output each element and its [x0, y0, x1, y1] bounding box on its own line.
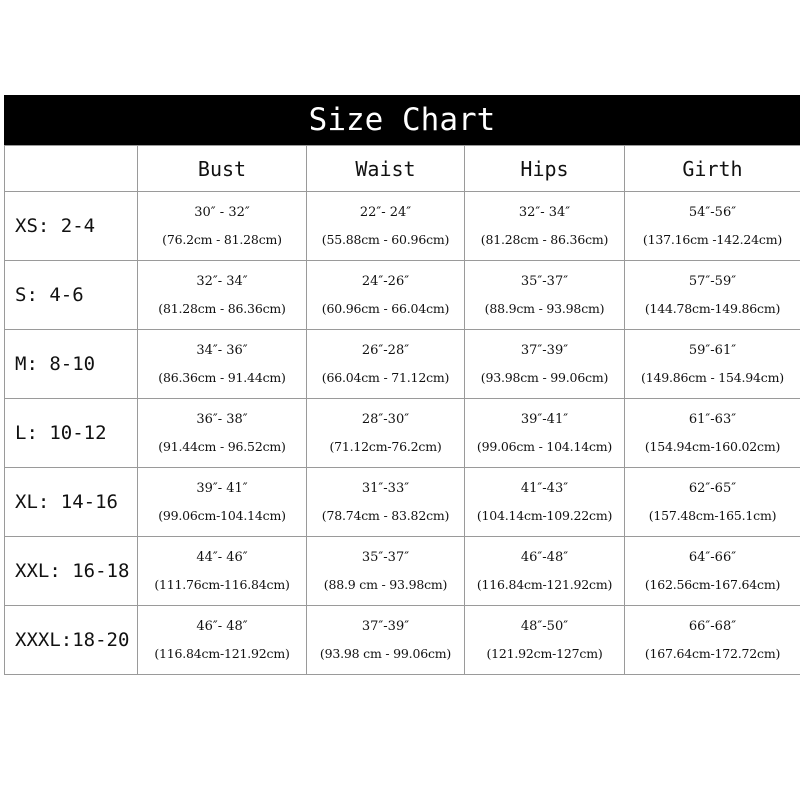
cm-value: (91.44cm - 96.52cm) [158, 439, 286, 454]
inch-value: 28″-30″ [361, 412, 410, 427]
measurement-cell-girth [625, 468, 800, 537]
cm-value: (121.92cm-127cm) [486, 646, 603, 661]
corner-cell [5, 146, 138, 192]
cm-value: (137.16cm -142.24cm) [642, 232, 783, 247]
inch-value: 39″-41″ [520, 412, 569, 427]
measurement-cell-girth [625, 399, 800, 468]
measurement-cell-hips [465, 468, 625, 537]
measurement-cell-girth [625, 606, 800, 675]
inch-value: 39″- 41″ [196, 481, 248, 496]
size-table [4, 145, 800, 675]
table-row [5, 537, 800, 606]
cm-value: (55.88cm - 60.96cm) [321, 232, 450, 247]
measurement-cell-bust [138, 537, 307, 606]
measurement-cell-bust [138, 606, 307, 675]
size-label: XXXL:18-20 [5, 606, 138, 675]
cm-value: (76.2cm - 81.28cm) [162, 232, 282, 247]
cm-value: (88.9 cm - 93.98cm) [323, 577, 448, 592]
inch-value: 46″-48″ [520, 550, 569, 565]
cm-value: (116.84cm-121.92cm) [154, 646, 290, 661]
measurement-cell-waist [307, 330, 465, 399]
measurement-cell-hips [465, 261, 625, 330]
cm-value: (71.12cm-76.2cm) [329, 439, 442, 454]
measurement-cell-girth [625, 330, 800, 399]
table-row [5, 261, 800, 330]
size-label: XL: 14-16 [5, 468, 138, 537]
inch-value: 35″-37″ [520, 274, 569, 289]
size-label: L: 10-12 [5, 399, 138, 468]
column-header-hips: Hips [465, 146, 625, 192]
measurement-cell-waist [307, 468, 465, 537]
inch-value: 36″- 38″ [196, 412, 248, 427]
cm-value: (144.78cm-149.86cm) [644, 301, 781, 316]
inch-value: 37″-39″ [361, 619, 410, 634]
cm-value: (104.14cm-109.22cm) [476, 508, 613, 523]
inch-value: 32″- 34″ [518, 205, 571, 220]
inch-value: 30″ - 32″ [194, 205, 250, 220]
measurement-cell-girth [625, 261, 800, 330]
measurement-cell-bust [138, 192, 307, 261]
cm-value: (99.06cm - 104.14cm) [476, 439, 613, 454]
measurement-cell-hips [465, 537, 625, 606]
inch-value: 24″-26″ [361, 274, 410, 289]
inch-value: 44″- 46″ [196, 550, 248, 565]
column-header-girth: Girth [625, 146, 800, 192]
column-header-waist: Waist [307, 146, 465, 192]
cm-value: (162.56cm-167.64cm) [644, 577, 781, 592]
measurement-cell-bust [138, 261, 307, 330]
size-chart [4, 95, 800, 675]
inch-value: 26″-28″ [361, 343, 410, 358]
cm-value: (154.94cm-160.02cm) [644, 439, 781, 454]
cm-value: (93.98 cm - 99.06cm) [319, 646, 452, 661]
table-row [5, 606, 800, 675]
size-label: XS: 2-4 [5, 192, 138, 261]
table-row [5, 192, 800, 261]
measurement-cell-bust [138, 399, 307, 468]
inch-value: 34″- 36″ [196, 343, 248, 358]
inch-value: 31″-33″ [361, 481, 410, 496]
measurement-cell-waist [307, 192, 465, 261]
cm-value: (111.76cm-116.84cm) [154, 577, 290, 592]
cm-value: (66.04cm - 71.12cm) [321, 370, 450, 385]
measurement-cell-girth [625, 192, 800, 261]
size-label: XXL: 16-18 [5, 537, 138, 606]
inch-value: 37″-39″ [520, 343, 569, 358]
inch-value: 32″- 34″ [196, 274, 248, 289]
inch-value: 48″-50″ [520, 619, 569, 634]
inch-value: 62″-65″ [688, 481, 737, 496]
measurement-cell-hips [465, 192, 625, 261]
measurement-cell-waist [307, 606, 465, 675]
measurement-cell-waist [307, 261, 465, 330]
cm-value: (167.64cm-172.72cm) [644, 646, 781, 661]
cm-value: (78.74cm - 83.82cm) [321, 508, 450, 523]
inch-value: 64″-66″ [688, 550, 737, 565]
cm-value: (93.98cm - 99.06cm) [480, 370, 609, 385]
size-label: S: 4-6 [5, 261, 138, 330]
cm-value: (99.06cm-104.14cm) [158, 508, 286, 523]
inch-value: 35″-37″ [361, 550, 410, 565]
inch-value: 54″-56″ [688, 205, 737, 220]
inch-value: 61″-63″ [688, 412, 737, 427]
measurement-cell-waist [307, 399, 465, 468]
column-header-bust: Bust [138, 146, 307, 192]
measurement-cell-waist [307, 537, 465, 606]
measurement-cell-hips [465, 399, 625, 468]
cm-value: (81.28cm - 86.36cm) [158, 301, 286, 316]
table-row [5, 399, 800, 468]
size-label: M: 8-10 [5, 330, 138, 399]
cm-value: (157.48cm-165.1cm) [648, 508, 777, 523]
cm-value: (86.36cm - 91.44cm) [158, 370, 286, 385]
inch-value: 66″-68″ [688, 619, 737, 634]
cm-value: (60.96cm - 66.04cm) [321, 301, 450, 316]
table-row [5, 468, 800, 537]
measurement-cell-bust [138, 468, 307, 537]
cm-value: (81.28cm - 86.36cm) [480, 232, 609, 247]
measurement-cell-hips [465, 330, 625, 399]
inch-value: 22″- 24″ [359, 205, 412, 220]
cm-value: (116.84cm-121.92cm) [476, 577, 613, 592]
chart-title: Size Chart [4, 95, 800, 145]
inch-value: 59″-61″ [688, 343, 737, 358]
inch-value: 57″-59″ [688, 274, 737, 289]
measurement-cell-hips [465, 606, 625, 675]
measurement-cell-girth [625, 537, 800, 606]
table-row [5, 330, 800, 399]
inch-value: 41″-43″ [520, 481, 569, 496]
header-row [5, 146, 800, 192]
measurement-cell-bust [138, 330, 307, 399]
cm-value: (149.86cm - 154.94cm) [641, 370, 784, 385]
inch-value: 46″- 48″ [196, 619, 248, 634]
cm-value: (88.9cm - 93.98cm) [484, 301, 605, 316]
